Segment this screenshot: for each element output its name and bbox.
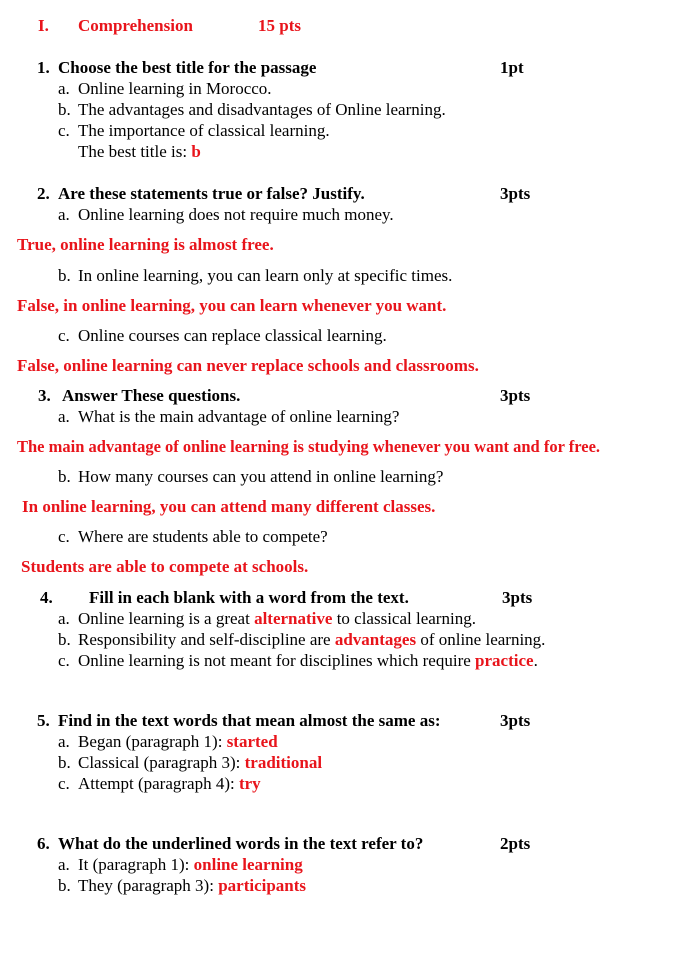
q2-item-c-answer: False, online learning can never replace schools and classrooms.	[17, 356, 479, 375]
q2-points: 3pts	[500, 184, 531, 203]
q2-title: Are these statements true or false? Justify.	[58, 184, 365, 203]
q5-item-a-letter: a.	[58, 732, 70, 751]
q3-number: 3.	[38, 386, 51, 405]
q2-item-b-text: In online learning, you can learn only at specific times.	[78, 266, 453, 285]
q4-item-a-letter: a.	[58, 609, 70, 628]
q1-option-c-text: The importance of classical learning.	[78, 121, 330, 140]
q6-item-b-line	[78, 876, 306, 896]
q4-item-a-after: to classical learning.	[332, 609, 476, 628]
q6-item-a-letter: a.	[58, 855, 70, 874]
q1-best-prefix: The best title is:	[78, 142, 192, 161]
q5-number: 5.	[37, 711, 50, 730]
q5-points: 3pts	[500, 711, 531, 730]
q4-item-c-after: .	[533, 651, 538, 670]
q4-item-c-sentence	[78, 651, 538, 671]
q3-item-b-answer: In online learning, you can attend many different classes.	[22, 497, 436, 516]
q5-item-b-answer: traditional	[244, 753, 323, 772]
q3-item-a-answer: The main advantage of online learning is studying whenever you want and for free.	[17, 437, 601, 456]
q2-number: 2.	[37, 184, 50, 203]
q6-number: 6.	[37, 834, 50, 853]
q5-item-a-answer: started	[226, 732, 278, 751]
q5-title: Find in the text words that mean almost the same as:	[58, 711, 441, 730]
q3-item-b-text: How many courses can you attend in online learning?	[78, 467, 444, 486]
q3-item-c-answer: Students are able to compete at schools.	[21, 557, 309, 576]
q4-item-c-letter: c.	[58, 651, 70, 670]
q2-item-c-text: Online courses can replace classical learning.	[78, 326, 387, 345]
q3-points: 3pts	[500, 386, 531, 405]
q2-item-b-answer: False, in online learning, you can learn whenever you want.	[17, 296, 447, 315]
q1-number: 1.	[37, 58, 50, 77]
q3-item-a-text: What is the main advantage of online learning?	[78, 407, 400, 426]
q6-item-a-line	[78, 855, 303, 875]
q3-item-c-text: Where are students able to compete?	[78, 527, 328, 546]
q5-item-b-text: Classical (paragraph 3):	[78, 753, 245, 772]
q4-item-b-after: of online learning.	[416, 630, 546, 649]
q3-item-c-letter: c.	[58, 527, 70, 546]
section-points: 15 pts	[258, 16, 301, 35]
q1-option-a-text: Online learning in Morocco.	[78, 79, 272, 98]
q4-item-a-before: Online learning is a great	[78, 609, 255, 628]
q1-option-c-letter: c.	[58, 121, 70, 140]
q1-best-title-line	[78, 142, 201, 162]
q1-points: 1pt	[500, 58, 524, 77]
q6-item-b-letter: b.	[58, 876, 71, 895]
q1-option-b-text: The advantages and disadvantages of Online learning.	[78, 100, 446, 119]
q5-item-b-line	[78, 753, 322, 773]
q1-option-a-letter: a.	[58, 79, 70, 98]
q5-item-b-letter: b.	[58, 753, 71, 772]
q6-points: 2pts	[500, 834, 531, 853]
q4-item-b-answer: advantages	[334, 630, 417, 649]
q3-item-a-letter: a.	[58, 407, 70, 426]
q4-item-a-answer: alternative	[254, 609, 333, 628]
q6-item-a-text: It (paragraph 1):	[78, 855, 194, 874]
q4-item-b-before: Responsibility and self-discipline are	[78, 630, 335, 649]
q4-item-b-letter: b.	[58, 630, 71, 649]
q1-option-b-letter: b.	[58, 100, 71, 119]
q2-item-a-answer: True, online learning is almost free.	[17, 235, 274, 254]
q4-points: 3pts	[502, 588, 533, 607]
q4-item-c-before: Online learning is not meant for disciplines which require	[78, 651, 476, 670]
q2-item-a-letter: a.	[58, 205, 70, 224]
q2-item-b-letter: b.	[58, 266, 71, 285]
q4-number: 4.	[40, 588, 53, 607]
q4-item-b-sentence	[78, 630, 545, 650]
q5-item-a-text: Began (paragraph 1):	[78, 732, 227, 751]
q5-item-c-line	[78, 774, 261, 794]
section-title: Comprehension	[78, 16, 193, 35]
q4-item-c-answer: practice	[475, 651, 534, 670]
q5-item-c-answer: try	[238, 774, 261, 793]
q3-item-b-letter: b.	[58, 467, 71, 486]
q5-item-a-line	[78, 732, 278, 752]
q6-item-a-answer: online learning	[193, 855, 303, 874]
q6-title: What do the underlined words in the text refer to?	[58, 834, 424, 853]
section-number: I.	[38, 16, 49, 35]
q2-item-c-letter: c.	[58, 326, 70, 345]
q5-item-c-letter: c.	[58, 774, 70, 793]
q5-item-c-text: Attempt (paragraph 4):	[78, 774, 239, 793]
q1-best-answer: b	[191, 142, 201, 161]
q6-item-b-text: They (paragraph 3):	[78, 876, 219, 895]
q1-title: Choose the best title for the passage	[58, 58, 317, 77]
q4-title: Fill in each blank with a word from the text.	[89, 588, 409, 607]
q3-title: Answer These questions.	[62, 386, 241, 405]
q6-item-b-answer: participants	[218, 876, 307, 895]
q4-item-a-sentence	[78, 609, 476, 629]
q2-item-a-text: Online learning does not require much money.	[78, 205, 394, 224]
